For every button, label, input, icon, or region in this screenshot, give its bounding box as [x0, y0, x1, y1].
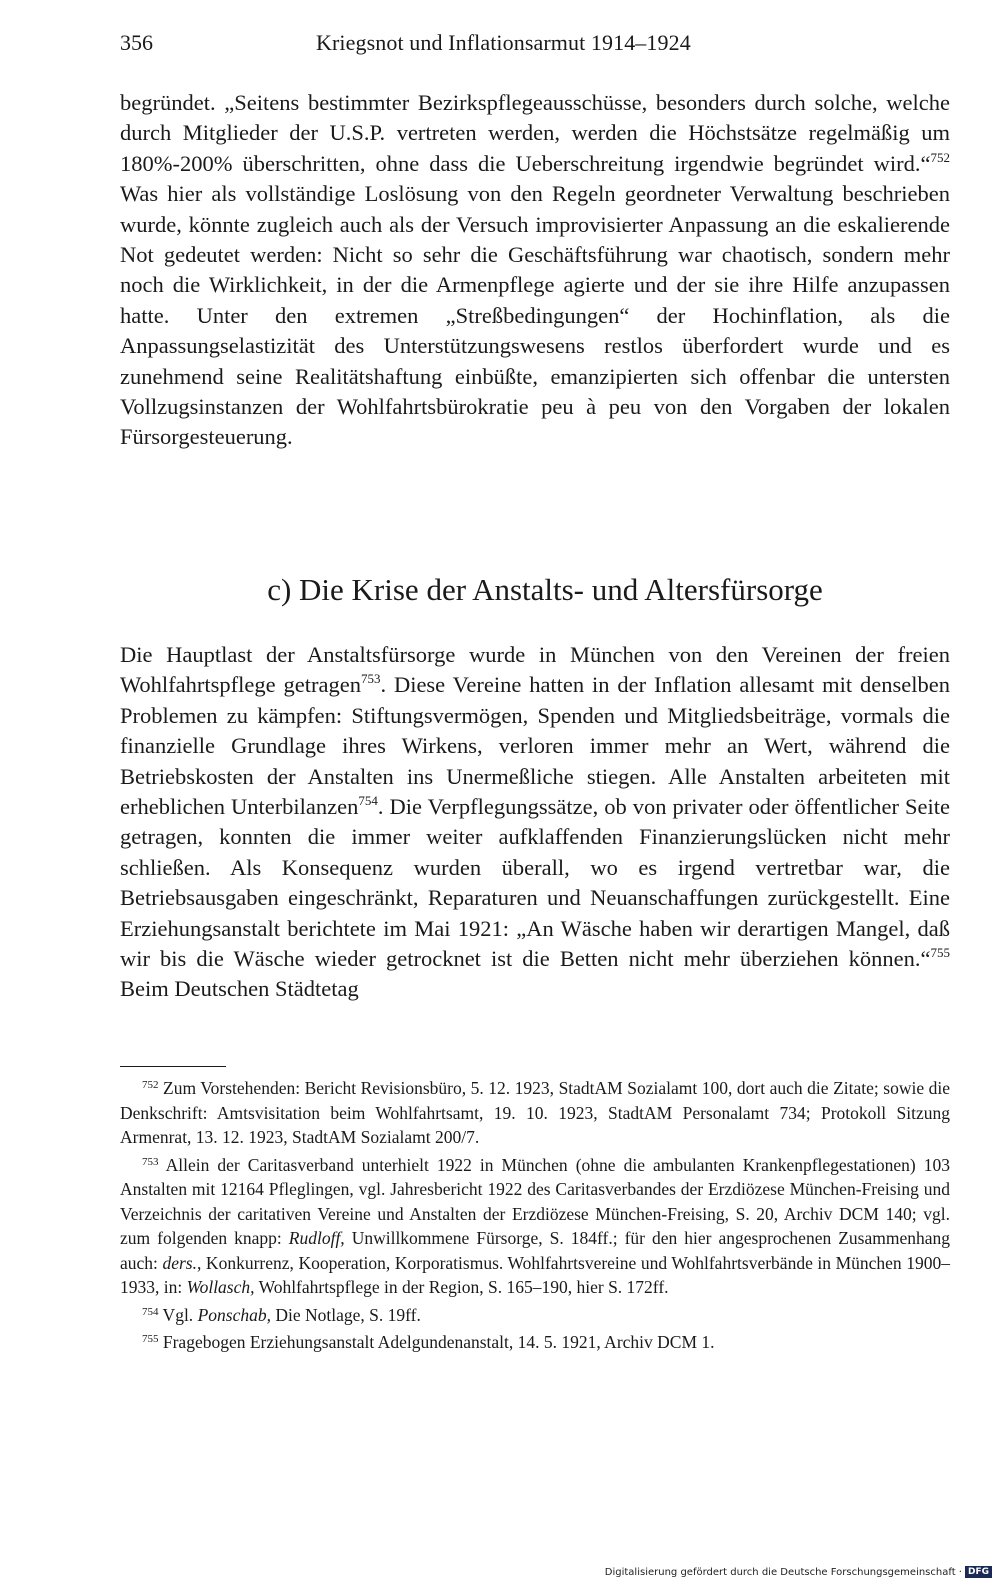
- author-name: Wollasch,: [186, 1277, 255, 1297]
- running-head: Kriegsnot und Inflationsarmut 1914–1924: [316, 30, 691, 55]
- footnote-text: Fragebogen Erziehungsanstalt Adelgundenanstalt, 14. 5. 1921, Archiv DCM 1.: [158, 1332, 715, 1352]
- dfg-logo-icon: DFG: [965, 1566, 992, 1578]
- footnote-ref-752[interactable]: 752: [930, 149, 950, 165]
- paragraph-1-after-note: Was hier als vollständige Loslösung von den Regeln geordneter Verwaltung beschrieben wurde, könnte zugleich auch als der Versuch improvisierter Anpassung an die eskalierende Not gedeutet werden: Nicht so sehr die Geschäftsführung war chaotisch, sondern mehr noch die Wirklichkeit, in der die Armenpflege agierte und der sie ihre Hilfe anzupassen hatte. Unter den extremen „Streßbedingungen“ der Hochinflation, als die Anpassungselastizität des Unterstützungswesens restlos überfordert wurde und es zunehmend seine Realitätshaftung einbüßte, emanzipierten sich offenbar die untersten Vollzugsinstanzen der Wohlfahrtsbürokratie peu à peu von den Vorgaben der lokalen Fürsorgesteuerung.: [120, 181, 950, 450]
- paragraph-1-text: [120, 88, 950, 453]
- author-name: Ponschab,: [197, 1304, 271, 1325]
- footnotes: [120, 1076, 950, 1358]
- footnote-text: Zum Vorstehenden: Bericht Revisionsbüro, 5. 12. 1923, StadtAM Sozialamt 100, dort auch die Zitate; sowie die Denkschrift: Amtsvisitation beim Wohlfahrtsamt, 19. 10. 1923, StadtAM Personalamt 734; Protokoll Sitzung Armenrat, 13. 12. 1923, StadtAM Sozialamt 200/7.: [120, 1078, 950, 1147]
- footnote-text: Wohlfahrtspflege in der Region, S. 165–190, hier S. 172ff.: [254, 1277, 669, 1297]
- digitization-credit: [605, 1566, 992, 1578]
- footnote-ref-755[interactable]: 755: [930, 945, 950, 961]
- footnote-text: , Konkurrenz, Kooperation, Korporatismus. Wohlfahrtsvereine und Wohlfahrtsverbände in München 1900–1933, in:: [120, 1252, 950, 1297]
- paragraph-1-before-note: begründet. „Seitens bestimmter Bezirkspflegeausschüsse, besonders durch solche, welche durch Mitglieder der U.S.P. vertreten werden, werden die Höchstsätze regelmäßig um 180%-200% überschritten, ohne dass die Ueberschreitung irgendwie begründet wird.“: [120, 90, 950, 176]
- footnote-752: [120, 1076, 950, 1150]
- paragraph-2-part-1: Die Hauptlast der Anstaltsfürsorge wurde in München von den Vereinen der freien Wohlfahrtspflege getragen: [120, 642, 950, 698]
- section-heading: c) Die Krise der Anstalts- und Altersfürsorge: [267, 572, 823, 607]
- credit-text: Digitalisierung gefördert durch die Deutsche Forschungsgemeinschaft ·: [604, 1566, 962, 1578]
- footnote-text: Vgl.: [158, 1304, 198, 1325]
- footnote-number: 754: [142, 1305, 159, 1318]
- footnote-number: 755: [142, 1333, 159, 1345]
- footnote-text: Allein der Caritasverband unterhielt 1922 in München (ohne die ambulanten Krankenpflegestationen) 103 Anstalten mit 12164 Pfleglingen, vgl. Jahresbericht 1922 des Caritasverbandes der Erzdiözese München-Freising und Verzeichnis der caritativen Vereine und Anstalten der Erzdiözese München-Freising, S. 20, Archiv DCM 140; vgl. zum folgenden knapp:: [120, 1154, 950, 1248]
- paragraph-1: [120, 88, 950, 453]
- paragraph-2-part-4: Beim Deutschen Städtetag: [120, 976, 359, 1002]
- author-name: ders.: [162, 1252, 197, 1273]
- page-number: 356: [120, 30, 153, 55]
- footnote-number: 753: [142, 1155, 159, 1168]
- footnote-number: 752: [142, 1079, 159, 1091]
- paragraph-2-text: [120, 640, 950, 1005]
- footnote-755: [120, 1330, 950, 1355]
- page-header: [120, 30, 950, 60]
- author-name: Rudloff,: [288, 1228, 345, 1248]
- footnote-text: Die Notlage, S. 19ff.: [270, 1304, 421, 1325]
- paragraph-2-part-3: . Die Verpflegungssätze, ob von privater oder öffentlicher Seite getragen, konnten die immer weiter aufklaffenden Finanzierungslücken nicht mehr schließen. Als Konsequenz wurden überall, wo es irgend vertretbar war, die Betriebsausgaben eingeschränkt, Reparaturen und Neuanschaffungen zurückgestellt. Eine Erziehungsanstalt berichtete im Mai 1921: „An Wäsche haben wir derartigen Mangel, daß wir bis die Wäsche wieder getrocknet ist die Betten nicht mehr überziehen können.“: [120, 794, 950, 972]
- paragraph-2-part-2: . Diese Vereine hatten in der Inflation allesamt mit denselben Problemen zu kämpfen: Stiftungsvermögen, Spenden und Mitgliedsbeiträge, vormals die finanzielle Grundlage ihres Wirkens, verloren immer mehr an Wert, während die Betriebskosten der Anstalten ins Unermeßliche stiegen. Alle Anstalten arbeiteten mit erheblichen Unterbilanzen: [120, 672, 950, 820]
- footnote-ref-754[interactable]: 754: [358, 793, 378, 809]
- paragraph-2: [120, 640, 950, 1005]
- footnote-divider: [120, 1066, 226, 1067]
- footnote-754: [120, 1303, 950, 1328]
- footnote-753: [120, 1153, 950, 1300]
- footnote-text: Unwillkommene Fürsorge, S. 184ff.; für den hier angesprochenen Zusammenhang auch:: [120, 1228, 951, 1273]
- footnote-ref-753[interactable]: 753: [360, 671, 381, 687]
